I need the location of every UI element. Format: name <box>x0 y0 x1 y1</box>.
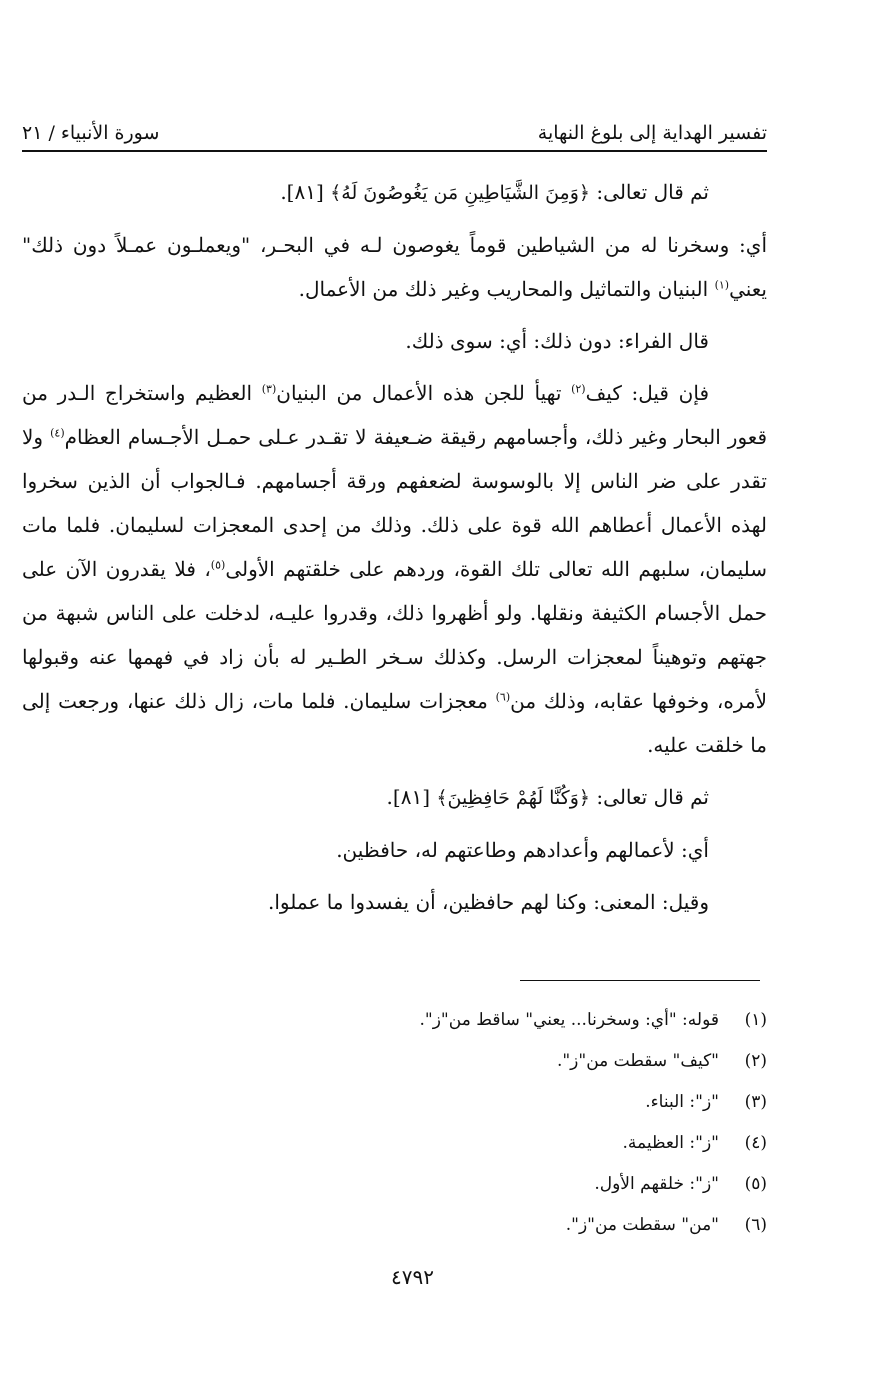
paragraph <box>22 170 767 215</box>
footnote-number: (٦) <box>744 1215 767 1235</box>
footnote-number: (١) <box>744 1010 767 1030</box>
paragraph <box>22 223 767 311</box>
running-header <box>22 110 767 144</box>
footnote-text: "كيف" سقطت من"ز". <box>556 1051 719 1071</box>
footnote-item <box>307 1164 767 1205</box>
footnote-number: (٣) <box>744 1092 767 1112</box>
text-segment: [٨١]. <box>386 785 437 809</box>
paragraph <box>22 319 767 363</box>
footnote-text: "ز": البناء. <box>645 1092 719 1112</box>
page-number: ٤٧٩٢ <box>391 1265 434 1289</box>
footnote-text: "ز": العظيمة. <box>622 1133 719 1153</box>
footnotes-list <box>307 1000 767 1246</box>
footnote-number: (٥) <box>744 1174 767 1194</box>
text-segment: تهيأ للجن هذه الأعمال من البنيان <box>276 381 572 405</box>
text-segment: معجزات سليمان. فلما مات، زال ذلك عنها، ورجعت إلى ما خلقت عليه. <box>22 689 767 757</box>
text-segment: ولا تقدر على ضر الناس إلا بالوسوسة لضعفهم ورقة أجسامهم. فـالجواب أن الذين سخروا لهذه الأعمال أعطاهم الله قوة على ذلك. وذلك من إحدى المعجزات لسليمان. فلما مات سليمان، سلبهم الله تعالى تلك القوة، وردهم على خلقتهم الأولى <box>22 425 767 581</box>
footnote-marker: (٢) <box>571 382 586 396</box>
footnote-marker: (٤) <box>50 426 65 440</box>
text-segment: ثم قال تعالى: <box>590 180 709 204</box>
footnote-text: "من" سقطت من"ز". <box>565 1215 719 1235</box>
text-segment: أي: وسخرنا له من الشياطين قوماً يغوصون لـه في البحـر، "ويعملـون عمـلاً دون ذلك" يعني <box>22 233 768 301</box>
text-segment: قال الفراء: دون ذلك: أي: سوى ذلك. <box>405 329 709 353</box>
footnote-text: قوله: "أي: وسخرنا... يعني" ساقط من"ز". <box>419 1010 719 1030</box>
text-segment: ، فلا يقدرون الآن على حمل الأجسام الكثيفة ونقلها. ولو أظهروا ذلك، وقدروا عليـه، لدخلت على الناس شبهة من جهتهم وتوهيناً لمعجزات الرسل. وكذلك سـخر الطـير له بأن زاد في فهمها عنه وقبولها لأمره، وخوفها عقابه، وذلك من <box>22 557 767 713</box>
paragraph <box>22 828 767 872</box>
footnote-item <box>307 1041 767 1082</box>
text-segment: وقيل: المعنى: وكنا لهم حافظين، أن يفسدوا ما عملوا. <box>267 890 709 914</box>
footnote-item <box>307 1082 767 1123</box>
text-segment: فإن قيل: كيف <box>585 381 709 405</box>
text-segment: أي: لأعمالهم وأعدادهم وطاعتهم له، حافظين. <box>336 838 709 862</box>
footnote-number: (٢) <box>744 1051 767 1071</box>
footnote-item <box>307 1123 767 1164</box>
paragraph <box>22 775 767 820</box>
footnote-number: (٤) <box>744 1133 767 1153</box>
footnote-marker: (١) <box>714 278 730 292</box>
footnote-text: "ز": خلقهم الأول. <box>594 1174 719 1194</box>
footnote-marker: (٣) <box>261 382 277 396</box>
paragraph <box>22 371 767 767</box>
footnote-item <box>307 1205 767 1246</box>
quran-verse: ﴿وَمِنَ الشَّيَاطِينِ مَن يَغُوصُونَ لَهُ﴾ <box>330 182 591 204</box>
main-text <box>22 170 767 932</box>
footnote-item <box>307 1000 767 1041</box>
paragraph <box>22 880 767 924</box>
text-segment: [٨١]. <box>280 180 331 204</box>
quran-verse: ﴿وَكُنَّا لَهُمْ حَافِظِينَ﴾ <box>436 787 591 809</box>
text-segment: العظيم واستخراج الـدر من قعور البحار وغير ذلك، وأجسامهم رقيقة ضـعيفة لا تقـدر عـلى حمـل الأجـسام العظام <box>22 381 767 449</box>
footnote-marker: (٥) <box>210 558 226 572</box>
text-segment: ثم قال تعالى: <box>590 785 709 809</box>
footnote-divider <box>520 980 760 981</box>
header-divider <box>22 150 767 152</box>
text-segment: البنيان والتماثيل والمحاريب وغير ذلك من الأعمال. <box>298 277 715 301</box>
footnote-marker: (٦) <box>495 690 511 704</box>
book-title: تفسير الهداية إلى بلوغ النهاية <box>537 122 767 144</box>
surah-reference: سورة الأنبياء / ٢١ <box>22 122 160 144</box>
